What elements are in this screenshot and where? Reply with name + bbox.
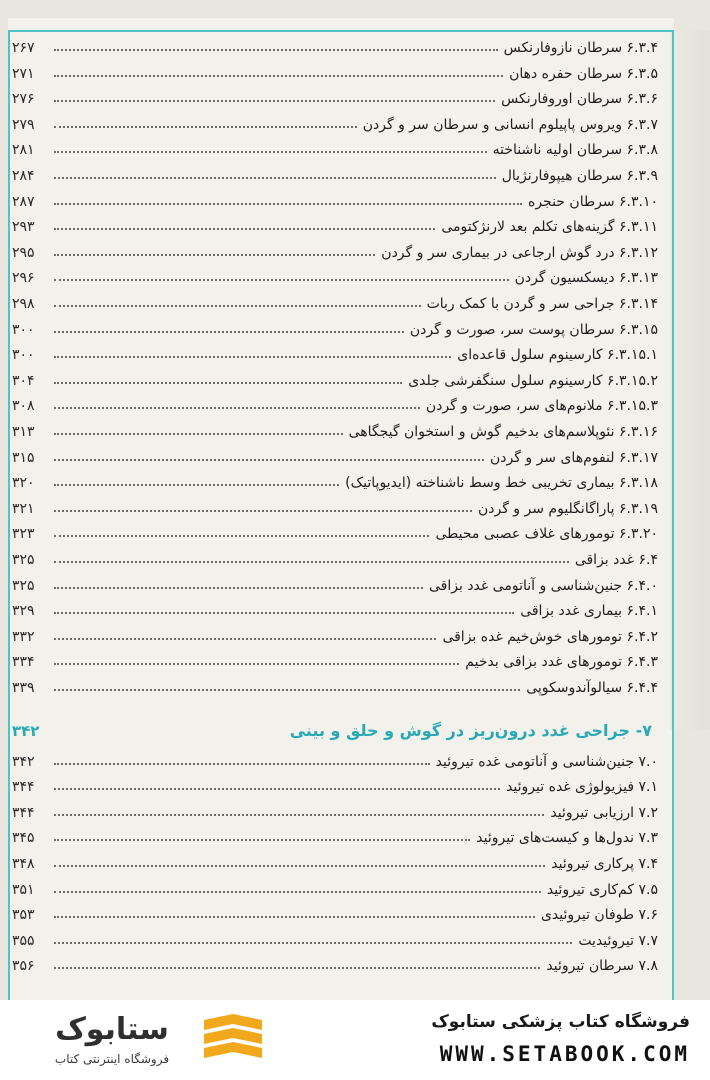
toc-entry-number: ۶.۴.۲ xyxy=(626,628,658,645)
toc-entry-number: ۷.۷ xyxy=(638,932,658,949)
toc-page-number: ۳۳۲ xyxy=(12,628,35,645)
toc-page-number: ۲۹۶ xyxy=(12,270,35,287)
toc-page-number: ۳۱۵ xyxy=(12,449,35,466)
toc-entry-number: ۶.۳.۶ xyxy=(626,91,658,108)
toc-page-number: ۳۳۴ xyxy=(12,654,35,671)
toc-entry-number: ۶.۳.۱۵.۲ xyxy=(607,372,658,389)
dot-leader xyxy=(54,561,569,563)
dot-leader xyxy=(54,535,429,537)
toc-entry-text: تومورهای خوش‌خیم غده بزاقی xyxy=(442,628,623,645)
toc-page-number: ۳۲۵ xyxy=(12,552,35,568)
toc-entry-text: سرطان حنجره xyxy=(527,193,615,210)
dot-leader xyxy=(54,279,509,281)
toc-entry xyxy=(12,570,708,594)
toc-entry-number: ۷.۴ xyxy=(638,856,658,872)
toc-entry-title xyxy=(537,907,658,923)
toc-entry xyxy=(12,493,708,517)
toc-entry-text: گزینه‌های تکلم بعد لارنژکتومی xyxy=(441,219,615,236)
toc-entry xyxy=(12,746,678,770)
toc-page-number: ۳۰۰ xyxy=(12,347,35,364)
toc-entry-text: سرطان اوروفارنکس xyxy=(501,91,623,108)
toc-page-number: ۲۸۷ xyxy=(12,193,35,210)
toc-entry xyxy=(12,288,708,312)
shop-url[interactable]: WWW.SETABOOK.COM xyxy=(439,1042,690,1066)
toc-entry-number: ۶.۳.۷ xyxy=(626,116,658,133)
toc-page-number: ۳۴۲ xyxy=(12,753,35,770)
dot-leader xyxy=(54,763,430,765)
toc-entry xyxy=(12,160,708,184)
toc-entry-number: ۶.۳.۱۵.۱ xyxy=(607,347,658,364)
dot-leader xyxy=(54,203,522,205)
dot-leader xyxy=(54,814,544,816)
toc-entry-title xyxy=(359,117,658,133)
logo-tagline: فروشگاه اینترنتی کتاب xyxy=(54,1052,170,1066)
toc-entry xyxy=(12,442,708,466)
toc-entry-number: ۷.۱ xyxy=(638,779,658,796)
toc-entry-text: سرطان پوست سر، صورت و گردن xyxy=(409,321,615,338)
toc-entry-number: ۶.۴.۱ xyxy=(626,603,658,620)
toc-entry-number: ۶.۳.۱۰ xyxy=(619,193,658,210)
toc-page-number: ۳۱۳ xyxy=(12,424,35,440)
toc-entry xyxy=(12,848,678,872)
toc-entry-number: ۷.۳ xyxy=(638,830,658,847)
toc-page-number: ۳۵۳ xyxy=(12,907,35,924)
toc-page-number: ۳۲۱ xyxy=(12,500,35,517)
toc-page-number: ۲۹۸ xyxy=(12,296,35,312)
toc-entry-number: ۶.۳.۱۴ xyxy=(619,296,658,312)
dot-leader xyxy=(54,356,451,358)
toc-page-number: ۳۰۴ xyxy=(12,372,35,389)
toc-entry-text: ندول‌ها و کیست‌های تیروئید xyxy=(476,830,635,847)
dot-leader xyxy=(54,100,495,102)
toc-entry-number: ۶.۳.۸ xyxy=(626,142,658,159)
toc-page-number: ۲۶۷ xyxy=(12,40,35,56)
toc-entry-title xyxy=(524,194,658,210)
dot-leader xyxy=(54,689,520,691)
toc-entry-number: ۶.۳.۲۰ xyxy=(619,526,658,543)
toc-entry-title xyxy=(453,347,658,363)
toc-entry-text: کارسینوم سلول قاعده‌ای xyxy=(457,347,603,364)
toc-entry xyxy=(12,874,678,898)
toc-entry-title xyxy=(511,270,658,286)
toc-entry-text: نئوپلاسم‌های بدخیم گوش و استخوان گیجگاهی xyxy=(348,424,615,440)
dot-leader xyxy=(54,75,503,77)
toc-entry-text: طوفان تیروئیدی xyxy=(540,907,635,924)
toc-page-number: ۳۳۹ xyxy=(12,680,35,696)
toc-entry-title xyxy=(486,450,658,466)
toc-page-number: ۲۷۹ xyxy=(12,116,35,133)
toc-page-number: ۳۰۸ xyxy=(12,398,35,415)
toc-entry-text: سرطان اولیه ناشناخته xyxy=(492,142,623,159)
toc-entry-number: ۶.۳.۹ xyxy=(626,168,658,184)
toc-entry-title xyxy=(438,629,658,645)
toc-entry-text: تومورهای غلاف عصبی محیطی xyxy=(435,526,615,543)
toc-entry-text: بیماری غدد بزاقی xyxy=(520,603,623,620)
toc-entry-title xyxy=(543,882,658,898)
toc-entry xyxy=(12,621,708,645)
toc-entry xyxy=(12,186,708,210)
toc-entry-number: ۶.۴.۰ xyxy=(626,577,658,594)
toc-entry xyxy=(12,950,678,974)
toc-entry-title xyxy=(505,66,658,82)
toc-entry xyxy=(12,672,708,696)
toc-entry-title xyxy=(423,296,658,312)
toc-entry-text: ویروس پاپیلوم انسانی و سرطان سر و گردن xyxy=(362,116,623,133)
toc-entry-text: بیماری تخریبی خط وسط ناشناخته (ایدیوپاتیک) xyxy=(345,475,615,492)
dot-leader xyxy=(54,126,357,128)
dot-leader xyxy=(54,865,545,867)
toc-entry-title xyxy=(345,424,658,440)
toc-entry-title xyxy=(432,754,658,770)
toc-entry xyxy=(12,797,678,821)
toc-entry xyxy=(12,822,678,846)
toc-entry-number: ۶.۳.۱۵ xyxy=(619,321,658,338)
toc-entry-title xyxy=(404,373,658,389)
toc-entry-text: جنین‌شناسی و آناتومی غده تیروئید xyxy=(435,753,635,770)
dot-leader xyxy=(54,663,459,665)
dot-leader xyxy=(54,459,484,461)
toc-entry-number: ۶.۴.۳ xyxy=(626,654,658,671)
toc-entry-number: ۷.۶ xyxy=(638,907,658,924)
toc-entry-text: جراحی سر و گردن با کمک ربات xyxy=(426,296,615,312)
toc-entry xyxy=(12,237,708,261)
toc-entry-number: ۶.۳.۵ xyxy=(626,65,658,82)
toc-entry-text: غدد بزاقی xyxy=(574,552,635,568)
toc-entry-text: فیزیولوژی غده تیروئید xyxy=(506,779,635,796)
logo-wordmark: ستابوک xyxy=(55,1012,169,1047)
toc-page-number: ۳۲۳ xyxy=(12,526,35,543)
toc-entry-title xyxy=(425,578,658,594)
toc-entry-title xyxy=(571,552,658,568)
toc-entry-text: سیالوآندوسکوپی xyxy=(526,680,623,696)
toc-entry-number: ۶.۳.۴ xyxy=(626,40,658,56)
toc-entry xyxy=(12,646,708,670)
toc-entry-number: ۶.۳.۱۳ xyxy=(619,270,658,287)
chapter-title: ۷- جراحی غدد درون‌ریز در گوش و حلق و بینی xyxy=(289,721,652,741)
toc-entry xyxy=(12,134,708,158)
toc-entry xyxy=(12,32,708,56)
toc-entry xyxy=(12,416,708,440)
toc-page-number: ۲۹۳ xyxy=(12,219,35,236)
toc-entry-title xyxy=(377,245,658,261)
toc-page-number: ۳۲۹ xyxy=(12,603,35,620)
toc-page-number: ۳۴۸ xyxy=(12,856,35,872)
toc-entry-title xyxy=(522,680,658,696)
toc-entry-number: ۷.۲ xyxy=(638,804,658,821)
chapter-heading xyxy=(12,716,658,746)
toc-entry xyxy=(12,109,708,133)
watermark-footer xyxy=(0,1000,710,1080)
toc-entry-title xyxy=(547,856,658,872)
toc-page-number: ۲۷۶ xyxy=(12,91,35,108)
toc-entry-number: ۶.۳.۱۱ xyxy=(619,219,658,236)
dot-leader xyxy=(54,433,343,435)
toc-entry-title xyxy=(546,805,658,821)
toc-entry-title xyxy=(461,654,658,670)
toc-entry-title xyxy=(422,398,658,414)
dot-leader xyxy=(54,916,535,918)
dot-leader xyxy=(54,254,375,256)
toc-entry xyxy=(12,899,678,923)
toc-entry-number: ۶.۳.۱۸ xyxy=(619,475,658,492)
toc-page-number: ۳۵۱ xyxy=(12,881,35,898)
toc-entry-title xyxy=(341,475,658,491)
toc-entry-number: ۷.۵ xyxy=(638,881,658,898)
dot-leader xyxy=(54,407,420,409)
toc-entry xyxy=(12,467,708,491)
toc-entry xyxy=(12,314,708,338)
toc-entry-title xyxy=(406,322,658,338)
dot-leader xyxy=(54,891,541,893)
toc-entry xyxy=(12,58,708,82)
toc-entry-title xyxy=(498,168,658,184)
dot-leader xyxy=(54,228,435,230)
toc-page-number: ۲۸۴ xyxy=(12,168,35,184)
dot-leader xyxy=(54,382,402,384)
dot-leader xyxy=(54,331,404,333)
toc-entry xyxy=(12,365,710,389)
toc-entry-text: پاراگانگلیوم سر و گردن xyxy=(477,500,615,517)
toc-entry-number: ۷.۸ xyxy=(638,958,658,975)
toc-entry-number: ۶.۴ xyxy=(638,552,658,568)
toc-entry-text: ملانوم‌های سر، صورت و گردن xyxy=(425,398,603,415)
toc-entry xyxy=(12,262,708,286)
dot-leader xyxy=(54,638,436,640)
toc-entry-text: درد گوش ارجاعی در بیماری سر و گردن xyxy=(381,244,615,261)
toc-entry xyxy=(12,925,678,949)
dot-leader xyxy=(54,49,498,51)
dot-leader xyxy=(54,587,423,589)
toc-entry-text: تومورهای غدد بزاقی بدخیم xyxy=(465,654,623,671)
toc-page-number: ۲۷۱ xyxy=(12,65,35,82)
chapter-title-text: جراحی غدد درون‌ریز در گوش و حلق و بینی xyxy=(289,721,631,741)
toc-entry-title xyxy=(472,830,658,846)
toc-entry-title xyxy=(542,958,658,974)
toc-page-number: ۳۲۵ xyxy=(12,577,35,594)
toc-page-number: ۲۹۵ xyxy=(12,244,35,261)
toc-entry-title xyxy=(497,91,658,107)
shop-name: فروشگاه کتاب پزشکی ستابوک xyxy=(431,1012,690,1032)
toc-entry-title xyxy=(574,933,658,949)
toc-entry-text: سرطان حفره دهان xyxy=(509,65,623,82)
toc-entry-title xyxy=(516,603,658,619)
toc-entry-text: لنفوم‌های سر و گردن xyxy=(490,449,615,466)
toc-entry-title xyxy=(502,779,658,795)
toc-page-number: ۳۲۰ xyxy=(12,475,35,492)
toc-entry xyxy=(12,211,708,235)
dot-leader xyxy=(54,510,472,512)
toc-entry-text: پرکاری تیروئید xyxy=(551,856,635,872)
toc-entry-number: ۶.۳.۱۵.۳ xyxy=(607,398,658,415)
toc-page-number: ۳۴۴ xyxy=(12,804,35,821)
toc-entry xyxy=(12,771,678,795)
toc-entry-text: کارسینوم سلول سنگفرشی جلدی xyxy=(408,372,603,389)
toc-entry-title xyxy=(431,526,658,542)
dot-leader xyxy=(54,788,500,790)
dot-leader xyxy=(54,305,421,307)
toc-page-number: ۲۸۱ xyxy=(12,142,35,159)
toc-entry-number: ۶.۳.۱۲ xyxy=(619,244,658,261)
dot-leader xyxy=(54,177,496,179)
toc-entry xyxy=(12,339,710,363)
dot-leader xyxy=(54,839,470,841)
toc-entry-text: تیروئیدیت xyxy=(578,932,635,949)
toc-entry-number: ۶.۳.۱۹ xyxy=(619,500,658,517)
toc-entry xyxy=(12,390,710,414)
dot-leader xyxy=(54,942,572,944)
dot-leader xyxy=(54,612,514,614)
toc-entry-text: سرطان تیروئید xyxy=(546,958,635,975)
toc-entry-title xyxy=(474,501,658,517)
toc-entry-text: سرطان نازوفارنکس xyxy=(503,40,623,56)
chapter-number: ۷ xyxy=(642,721,652,741)
toc-entry-title xyxy=(437,219,658,235)
chapter-page-number: ۳۴۲ xyxy=(12,721,40,740)
setabook-logo-icon xyxy=(200,1014,266,1066)
toc-entry-title xyxy=(489,142,658,158)
toc-entry xyxy=(12,544,678,568)
toc-entry-number: ۶.۴.۴ xyxy=(626,680,658,696)
toc-entry-text: دیسکسیون گردن xyxy=(514,270,615,287)
toc-page-number: ۳۵۵ xyxy=(12,932,35,949)
toc-entry xyxy=(12,595,708,619)
toc-entry xyxy=(12,83,708,107)
toc-entry-text: جنین‌شناسی و آناتومی غدد بزاقی xyxy=(429,577,623,594)
dot-leader xyxy=(54,484,339,486)
dot-leader xyxy=(54,151,487,153)
toc-entry-text: ارزیابی تیروئید xyxy=(550,804,635,821)
toc-page-number: ۳۴۵ xyxy=(12,830,35,847)
toc-page-number: ۳۵۶ xyxy=(12,958,35,975)
toc-page-number: ۳۰۰ xyxy=(12,321,35,338)
toc-entry-number: ۶.۳.۱۷ xyxy=(619,449,658,466)
toc-entry-text: کم‌کاری تیروئید xyxy=(546,881,635,898)
dot-leader xyxy=(54,967,540,969)
toc-page-number: ۳۴۴ xyxy=(12,779,35,796)
toc-entry-number: ۷.۰ xyxy=(638,753,658,770)
toc-entry xyxy=(12,518,708,542)
toc-entry-text: سرطان هیپوفارنژیال xyxy=(501,168,623,184)
toc-entry-number: ۶.۳.۱۶ xyxy=(619,424,658,440)
toc-entry-title xyxy=(500,40,658,56)
